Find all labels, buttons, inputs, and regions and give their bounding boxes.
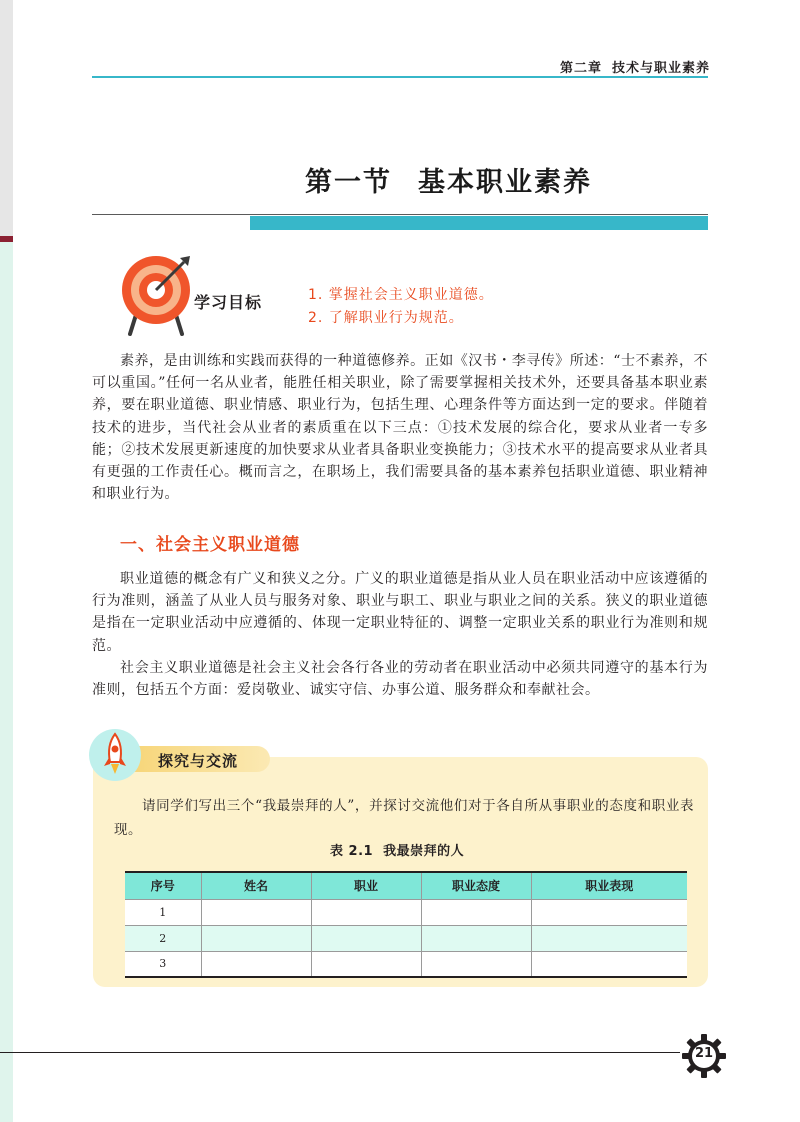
page-number: 21 <box>694 1046 714 1061</box>
rocket-icon <box>88 728 142 782</box>
table-cell: 1 <box>125 899 201 925</box>
section-number: 第一节 <box>305 167 392 198</box>
intro-paragraph: 素养，是由训练和实践而获得的一种道德修养。正如《汉书・李寻传》所述：“士不素养，不可以重国。”任何一名从业者，能胜任相关职业，除了需要掌握相关技术外，还要具备基本职业素养，要在职业道德、职业情感、职业行为，包括生理、心理条件等方面达到一定的要求。伴随着技术的进步，当代社会从业者的素质重在以下三点：①技术发展的综合化，要求从业者一专多能；②技术发展更新速度的加快要求从业者具备职业变换能力；③技术水平的提高要求从业者具有更强的工作责任心。概而言之，在职场上，我们需要具备的基本素养包括职业道德、职业精神和职业行为。 <box>92 353 708 503</box>
footer-rule <box>0 1052 680 1053</box>
table-header-cell: 职业态度 <box>421 872 531 899</box>
subsection-heading: 一、社会主义职业道德 <box>120 535 300 555</box>
table-cell <box>201 925 311 951</box>
section-title <box>305 160 592 199</box>
table-cell <box>311 925 421 951</box>
table-cell <box>311 899 421 925</box>
title-accent-bar <box>250 216 708 230</box>
table-cell <box>531 925 687 951</box>
table-header-cell: 序号 <box>125 872 201 899</box>
table-cell: 3 <box>125 951 201 977</box>
table-cell <box>531 899 687 925</box>
learning-goals-label: 学习目标 <box>194 293 263 312</box>
body-paragraph: 职业道德的概念有广义和狭义之分。广义的职业道德是指从业人员在职业活动中应该遵循的行为准则，涵盖了从业人员与服务对象、职业与职工、职业与职业之间的关系。狭义的职业道德是指在一定职业活动中应遵循的、体现一定职业特征的、调整一定职业关系的职业行为准则和规范。 <box>92 571 708 654</box>
side-strip-gray <box>0 0 13 236</box>
table-cell <box>311 951 421 977</box>
table-header-cell: 职业 <box>311 872 421 899</box>
table-caption-number: 表 2.1 <box>330 844 374 859</box>
explore-prompt: 请同学们写出三个“我最崇拜的人”，并探讨交流他们对于各自所从事职业的态度和职业表现。 <box>114 798 694 838</box>
table-header-cell: 姓名 <box>201 872 311 899</box>
side-strip-mint <box>0 242 13 1122</box>
table-cell <box>201 951 311 977</box>
table-cell <box>421 951 531 977</box>
chapter-number: 第二章 <box>560 61 603 76</box>
learning-goal-item: 2. 了解职业行为规范。 <box>308 310 464 326</box>
table-caption-title: 我最崇拜的人 <box>383 844 465 859</box>
learning-goal-item: 1. 掌握社会主义职业道德。 <box>308 287 494 303</box>
running-head <box>560 57 710 76</box>
table-cell <box>421 925 531 951</box>
explore-title: 探究与交流 <box>158 752 239 770</box>
section-name: 基本职业素养 <box>418 167 592 198</box>
table-row <box>125 925 687 951</box>
body-paragraph: 社会主义职业道德是社会主义社会各行各业的劳动者在职业活动中必须共同遵守的基本行为准则，包括五个方面：爱岗敬业、诚实守信、办事公道、服务群众和奉献社会。 <box>92 660 708 699</box>
table-cell <box>421 899 531 925</box>
table-header-cell: 职业表现 <box>531 872 687 899</box>
table-caption <box>330 840 464 859</box>
table-row <box>125 899 687 925</box>
table-cell: 2 <box>125 925 201 951</box>
title-underline <box>92 214 708 215</box>
table-header-row <box>125 872 687 899</box>
target-icon <box>118 252 194 336</box>
table-row <box>125 951 687 977</box>
chapter-title: 技术与职业素养 <box>612 61 711 76</box>
table-cell <box>531 951 687 977</box>
header-rule <box>92 76 708 78</box>
admired-people-table <box>125 871 687 978</box>
table-cell <box>201 899 311 925</box>
